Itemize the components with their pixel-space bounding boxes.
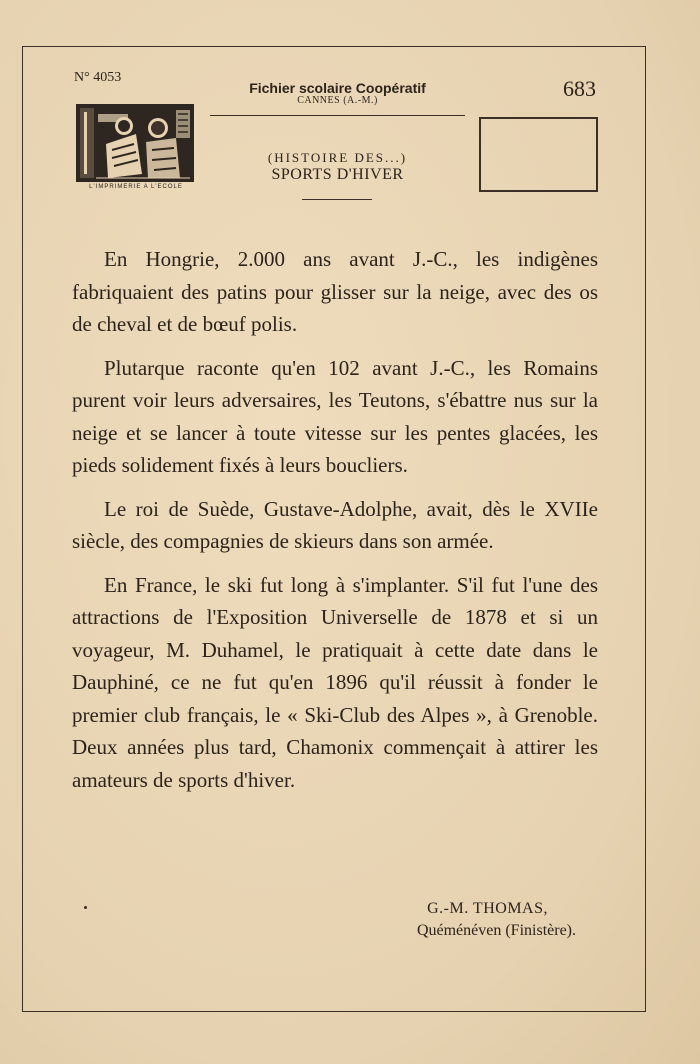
paragraph-3: Le roi de Suède, Gustave-Adolphe, avait, dès le XVIIe siècle, des compagnies de skieurs dans son armée. (72, 496, 598, 553)
author-place: Quéménéven (Finistère). (416, 922, 576, 939)
category-label: (HISTOIRE DES...) (267, 150, 408, 165)
card-number: N° 4053 (74, 70, 122, 85)
paragraph-4: En France, le ski fut long à s'implanter. S'il fut l'une des attractions de l'Exposition Universelle de 1878 et si un voyageur, M. Duhamel, le pratiquait à cette date dans le Dauphiné, ce ne fut qu'en 1896 qu'il réussit à fonder le premier club français, le « Ski-Club des Alpes », à Grenoble. Deux années plus tard, Chamonix commençait à attirer les amateurs de sports d'hiver. (72, 572, 598, 792)
author-name: G.-M. THOMAS, (427, 900, 548, 917)
empty-stamp-box (479, 117, 598, 192)
printing-press-woodcut-icon (76, 104, 194, 182)
title-rule (302, 199, 372, 200)
article-body (72, 243, 598, 807)
publisher-name: Fichier scolaire Coopératif (249, 80, 426, 96)
page-number: 683 (563, 76, 596, 101)
publisher-location: CANNES (A.-M.) (297, 95, 378, 106)
logo-caption: L'IMPRIMERIE A L'ECOLE (89, 184, 183, 190)
paragraph-1: En Hongrie, 2.000 ans avant J.-C., les indigènes fabriquaient des patins pour glisser sur la neige, avec des os de cheval et de bœuf polis. (72, 247, 598, 336)
paragraph-2: Plutarque raconte qu'en 102 avant J.-C., les Romains purent voir leurs adversaires, les Teutons, s'ébattre nus sur la neige et se lancer à toute vitesse sur les pentes glacées, les pieds solidement fixés à leurs boucliers. (72, 355, 598, 477)
ink-dot (84, 906, 87, 909)
header-rule (210, 115, 465, 116)
page-title: SPORTS D'HIVER (271, 166, 404, 183)
